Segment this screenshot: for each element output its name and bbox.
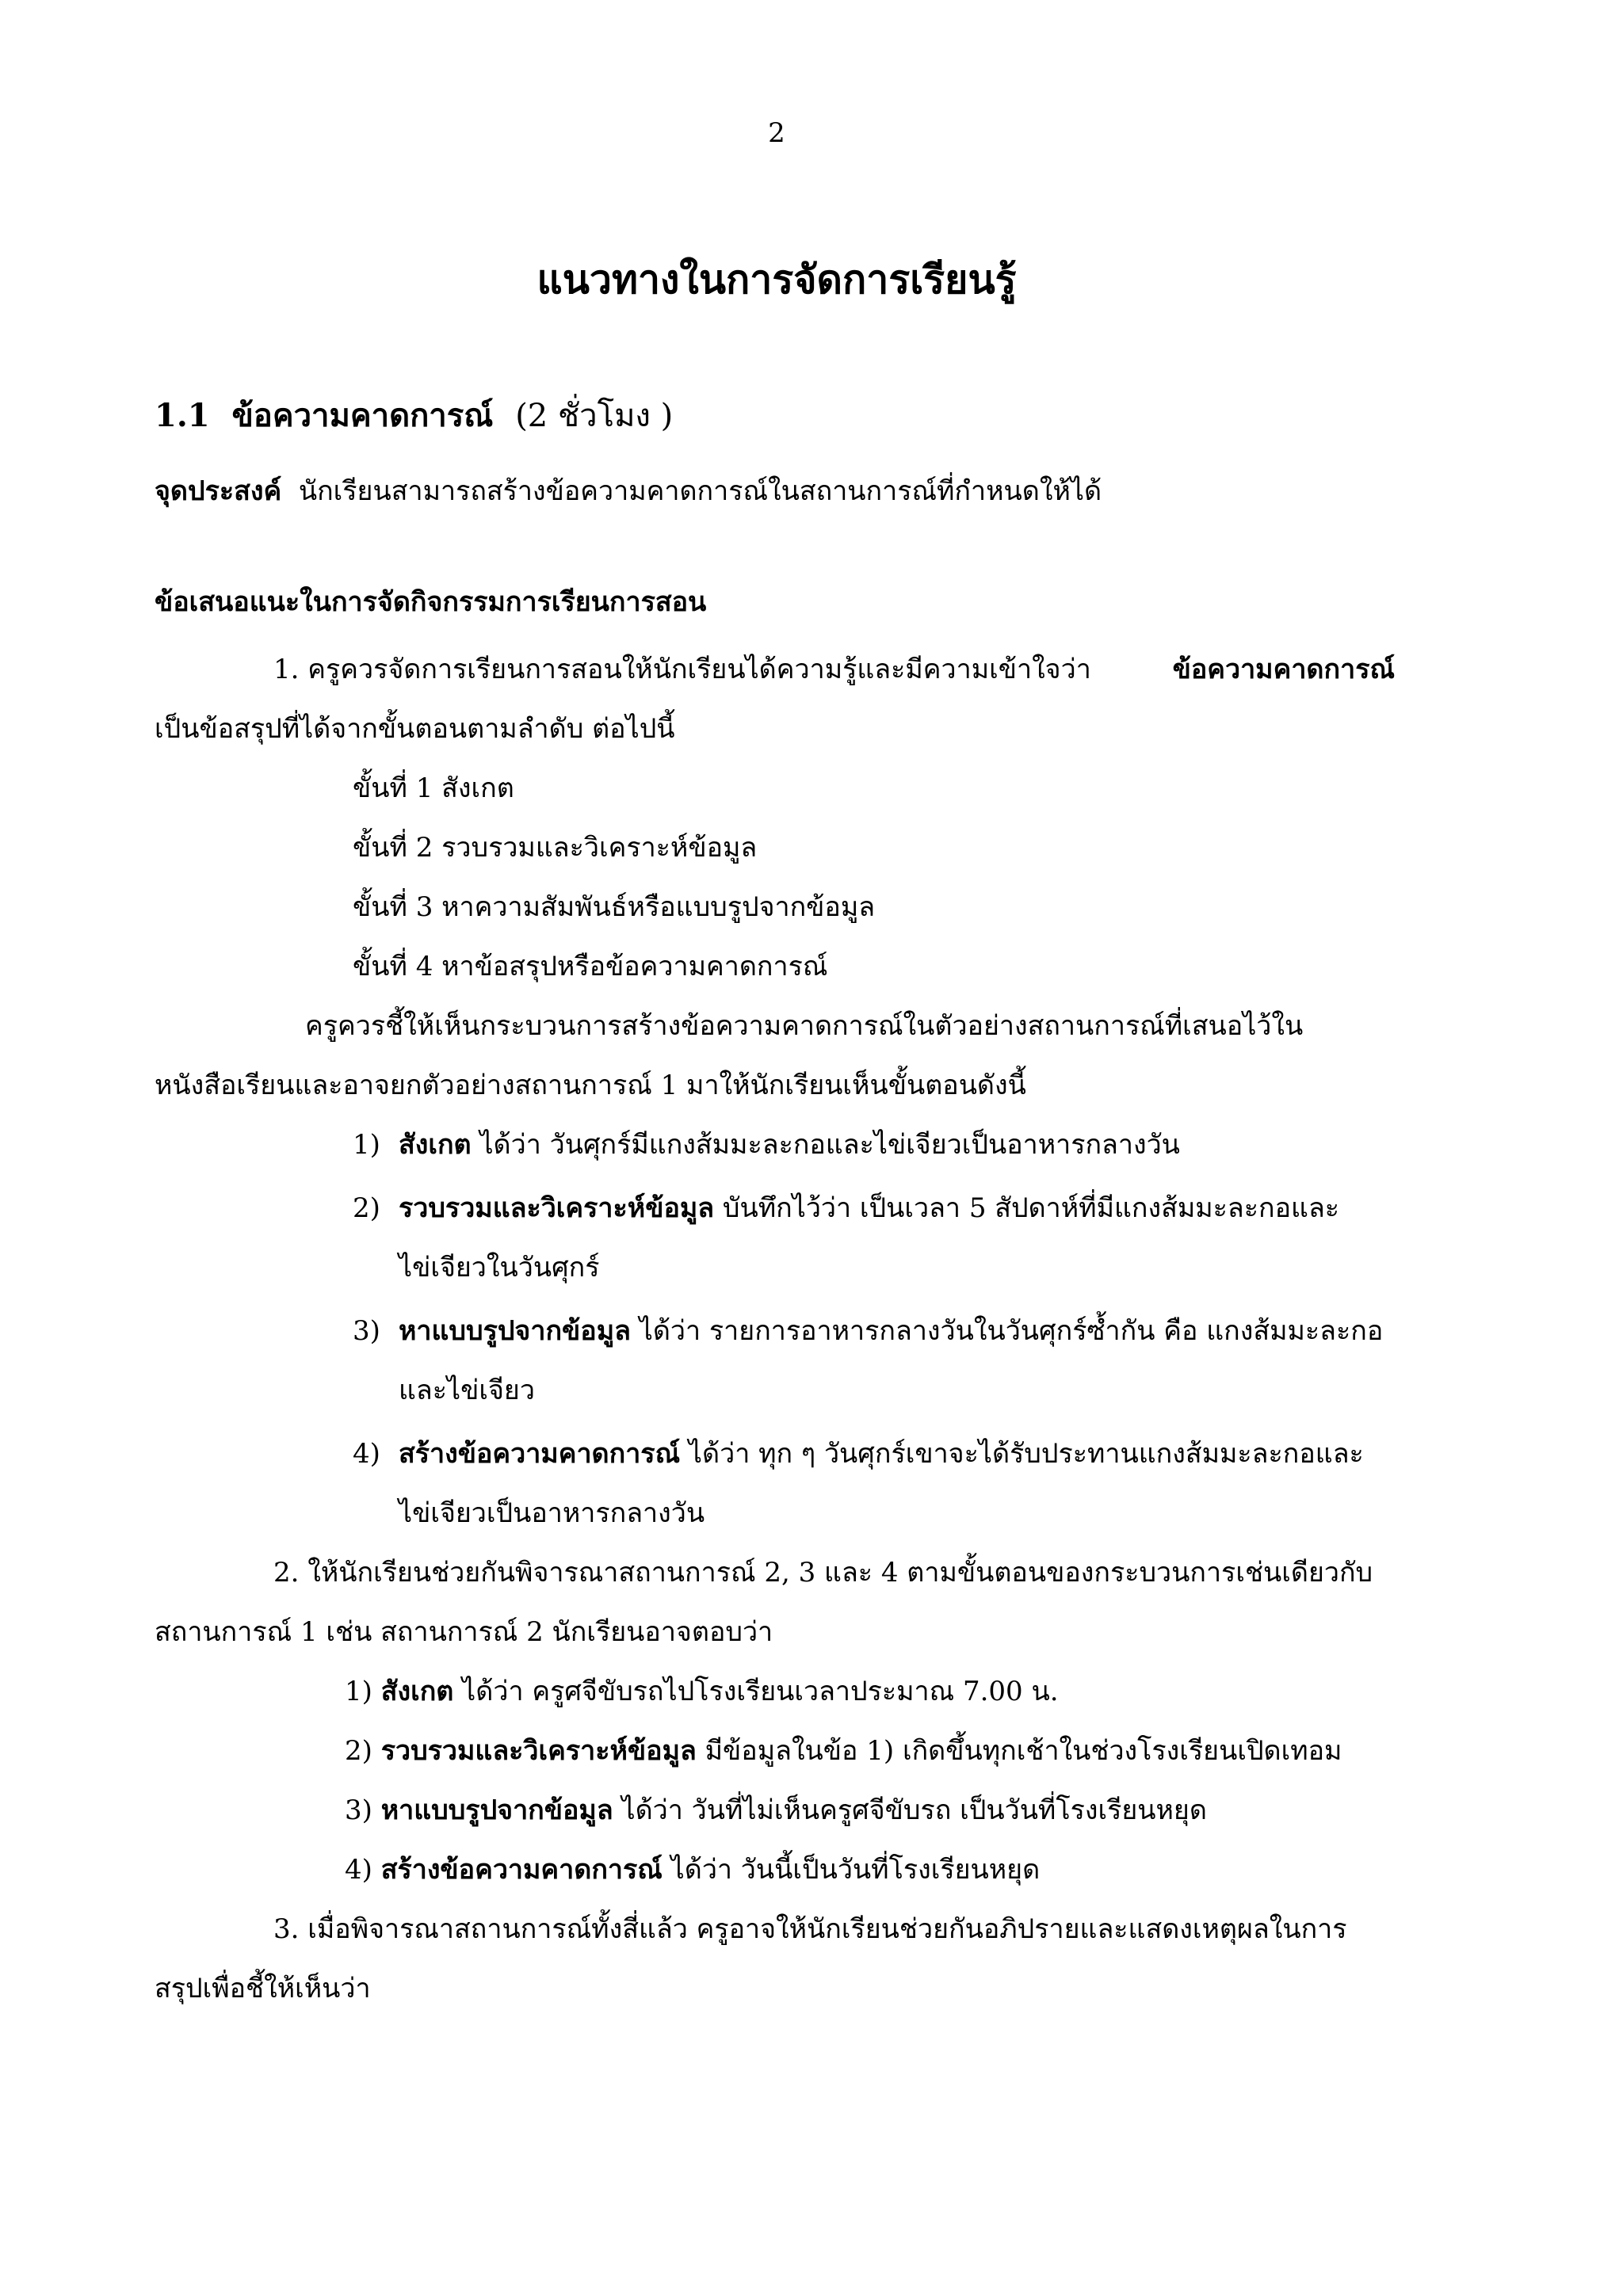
item1-example-4-cont: ไข่เจียวเป็นอาหารกลางวัน xyxy=(399,1497,705,1529)
item2-example-2-text: มีข้อมูลในข้อ 1) เกิดขึ้นทุกเช้าในช่วงโรงเรียนเปิดเทอม xyxy=(696,1735,1342,1767)
item1-example-4 xyxy=(353,1434,1364,1474)
item1-example-3-bold: หาแบบรูปจากข้อมูล xyxy=(399,1315,631,1347)
item1-example-2-bold: รวบรวมและวิเคราะห์ข้อมูล xyxy=(399,1192,715,1224)
item1-example-1-text: ได้ว่า วันศุกร์มีแกงส้มมะละกอและไข่เจียวเป็นอาหารกลางวัน xyxy=(471,1129,1180,1161)
item2-example-2-num: 2) xyxy=(345,1735,372,1767)
item2-example-3 xyxy=(345,1791,1207,1830)
item1-intro-bold: ข้อความคาดการณ์ xyxy=(1172,654,1395,685)
section-heading xyxy=(155,396,673,436)
item1-example-2-cont: ไข่เจียวในวันศุกร์ xyxy=(399,1252,600,1283)
item2-example-1-text: ได้ว่า ครูศจีขับรถไปโรงเรียนเวลาประมาณ 7.00 น. xyxy=(453,1676,1059,1707)
item2-example-1 xyxy=(345,1672,1059,1711)
suggestions-heading: ข้อเสนอแนะในการจัดกิจกรรมการเรียนการสอน xyxy=(155,586,707,618)
objective xyxy=(155,471,1102,511)
section-number: 1.1 xyxy=(155,397,210,434)
item2-example-2-bold: รวบรวมและวิเคราะห์ข้อมูล xyxy=(380,1735,697,1767)
item2-example-4-text: ได้ว่า วันนี้เป็นวันที่โรงเรียนหยุด xyxy=(662,1854,1041,1886)
item3-intro: 3. เมื่อพิจารณาสถานการณ์ทั้งสี่แล้ว ครูอาจให้นักเรียนช่วยกันอภิปรายและแสดงเหตุผลในการ xyxy=(273,1913,1347,1945)
item2-example-4 xyxy=(345,1850,1040,1890)
item3-intro-cont: สรุปเพื่อชี้ให้เห็นว่า xyxy=(155,1973,371,2004)
item1-example-2-text: บันทึกไว้ว่า เป็นเวลา 5 สัปดาห์ที่มีแกงส้มมะละกอและ xyxy=(714,1192,1340,1224)
item1-example-3-num: 3) xyxy=(353,1315,380,1347)
item2-example-3-num: 3) xyxy=(345,1794,372,1826)
item1-step-3: ขั้นที่ 3 หาความสัมพันธ์หรือแบบรูปจากข้อมูล xyxy=(353,891,876,923)
item1-example-1-bold: สังเกต xyxy=(399,1129,472,1161)
item2-example-2 xyxy=(345,1731,1342,1771)
item1-example-2 xyxy=(353,1188,1339,1228)
item1-example-4-num: 4) xyxy=(353,1438,380,1470)
item1-step-4: ขั้นที่ 4 หาข้อสรุปหรือข้อความคาดการณ์ xyxy=(353,951,828,982)
item1-intro-cont: เป็นข้อสรุปที่ได้จากขั้นตอนตามลำดับ ต่อไปนี้ xyxy=(155,713,675,745)
item1-example-4-bold: สร้างข้อความคาดการณ์ xyxy=(399,1438,681,1470)
item2-example-1-bold: สังเกต xyxy=(380,1676,454,1707)
item2-example-4-bold: สร้างข้อความคาดการณ์ xyxy=(380,1854,663,1886)
item1-example-4-text: ได้ว่า ทุก ๆ วันศุกร์เขาจะได้รับประทานแกงส้มมะละกอและ xyxy=(680,1438,1364,1470)
objective-label: จุดประสงค์ xyxy=(155,475,282,507)
item1-example-1 xyxy=(353,1125,1180,1165)
item1-example-3-text: ได้ว่า รายการอาหารกลางวันในวันศุกร์ซ้ำกัน คือ แกงส้มมะละกอ xyxy=(630,1315,1384,1347)
item2-example-1-num: 1) xyxy=(345,1676,372,1707)
item1-teacher-note: ครูควรชี้ให้เห็นกระบวนการสร้างข้อความคาดการณ์ในตัวอย่างสถานการณ์ที่เสนอไว้ใน xyxy=(305,1010,1304,1042)
item1-step-1: ขั้นที่ 1 สังเกต xyxy=(353,772,514,804)
page-number: 2 xyxy=(768,117,785,149)
objective-text: นักเรียนสามารถสร้างข้อความคาดการณ์ในสถานการณ์ที่กำหนดให้ได้ xyxy=(298,475,1102,507)
item1-intro-text: 1. ครูควรจัดการเรียนการสอนให้นักเรียนได้ความรู้และมีความเข้าใจว่า xyxy=(273,654,1091,685)
item1-intro xyxy=(155,650,1395,689)
item1-teacher-note-cont: หนังสือเรียนและอาจยกตัวอย่างสถานการณ์ 1 มาให้นักเรียนเห็นขั้นตอนดังนี้ xyxy=(155,1070,1026,1101)
item1-step-2: ขั้นที่ 2 รวบรวมและวิเคราะห์ข้อมูล xyxy=(353,832,758,864)
item2-intro-cont: สถานการณ์ 1 เช่น สถานการณ์ 2 นักเรียนอาจตอบว่า xyxy=(155,1616,773,1648)
item1-example-1-num: 1) xyxy=(353,1129,380,1161)
page-title: แนวทางในการจัดการเรียนรู้ xyxy=(537,256,1017,303)
section-title: ข้อความคาดการณ์ xyxy=(231,397,494,434)
item2-example-4-num: 4) xyxy=(345,1854,372,1886)
item1-example-2-num: 2) xyxy=(353,1192,380,1224)
item2-example-3-bold: หาแบบรูปจากข้อมูล xyxy=(380,1794,613,1826)
item2-intro: 2. ให้นักเรียนช่วยกันพิจารณาสถานการณ์ 2, 3 และ 4 ตามขั้นตอนของกระบวนการเช่นเดียวกับ xyxy=(273,1557,1373,1589)
item1-example-3-cont: และไข่เจียว xyxy=(399,1375,535,1406)
item1-example-3 xyxy=(353,1311,1383,1351)
item2-example-3-text: ได้ว่า วันที่ไม่เห็นครูศจีขับรถ เป็นวันที่โรงเรียนหยุด xyxy=(613,1794,1207,1826)
section-duration: (2 ชั่วโมง ) xyxy=(515,398,674,434)
